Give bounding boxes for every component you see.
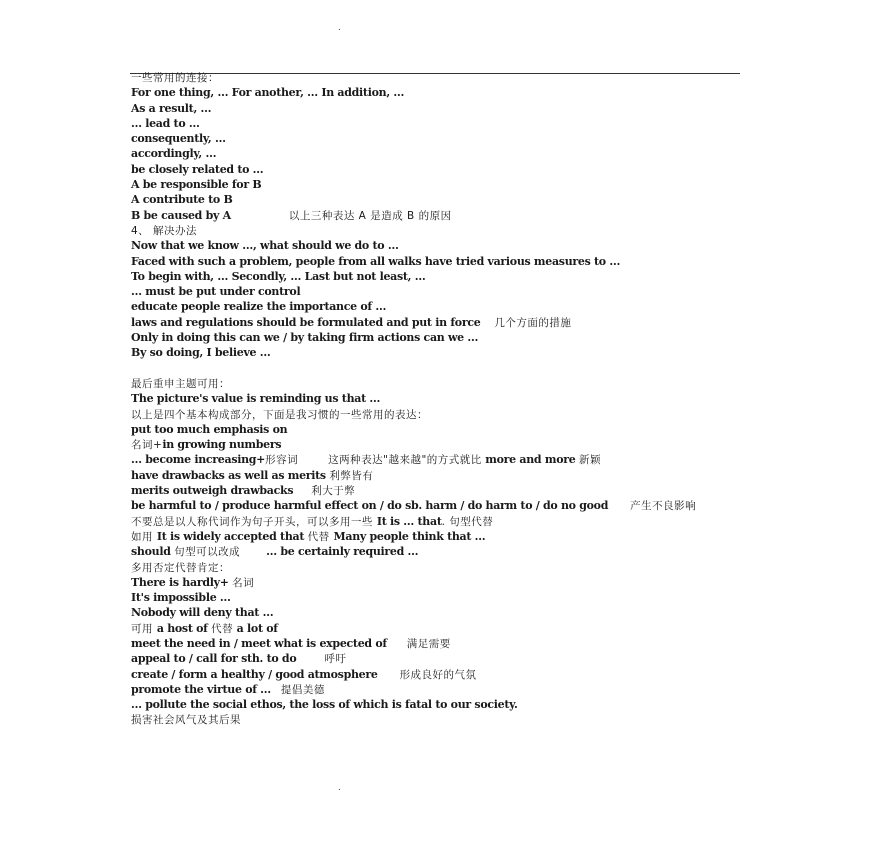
text-line	[131, 422, 751, 437]
text-line	[131, 605, 751, 620]
english-text: For one thing, … For another, … In addition, …	[131, 86, 405, 100]
text-line	[131, 468, 751, 483]
english-text: The picture's value is reminding us that …	[131, 392, 381, 406]
english-text: consequently, …	[131, 132, 226, 146]
english-text: As a result, …	[131, 101, 212, 115]
chinese-text: 形成良好的气氛	[399, 668, 477, 681]
text-line	[131, 299, 751, 314]
document-body	[131, 70, 751, 728]
text-line	[131, 315, 751, 330]
text-line	[131, 483, 751, 498]
english-text: should	[131, 545, 175, 559]
chinese-text: 不要总是以人称代词作为句子开头，可以多用一些	[131, 515, 377, 528]
text-line	[131, 544, 751, 559]
chinese-text: . 句型代替	[441, 515, 494, 528]
english-text: create / form a healthy / good atmosphere	[131, 667, 378, 681]
text-line	[131, 131, 751, 146]
text-line	[131, 529, 751, 544]
chinese-text: 句型可以改成	[174, 546, 241, 559]
text-line	[131, 560, 751, 575]
text-line	[131, 682, 751, 697]
text-line	[131, 376, 751, 391]
english-text: A contribute to B	[131, 193, 233, 207]
chinese-text: 利大于弊	[311, 485, 356, 498]
chinese-text: 名词+	[131, 439, 163, 452]
english-text: Only in doing this can we / by taking firm actions can we …	[131, 331, 479, 345]
text-line	[131, 391, 751, 406]
text-line	[131, 345, 751, 360]
english-text: There is hardly+	[131, 575, 233, 589]
chinese-text: 形容词	[265, 454, 299, 467]
chinese-text: 满足需要	[406, 637, 451, 650]
english-text: a lot of	[233, 621, 278, 635]
english-text: … must be put under control	[131, 285, 301, 299]
english-text: a host of	[156, 621, 212, 635]
chinese-text: 可用	[131, 622, 157, 635]
chinese-text: 多用否定代替肯定：	[131, 561, 230, 574]
english-text: To begin with, … Secondly, … Last but not least, …	[131, 269, 426, 283]
chinese-text: 损害社会风气及其后果	[131, 714, 241, 727]
text-line	[131, 162, 751, 177]
english-text: Many people think that …	[333, 529, 486, 543]
english-text: meet the need in / meet what is expected of	[131, 636, 387, 650]
blank-line	[131, 361, 751, 376]
chinese-text: 代替	[307, 530, 334, 543]
text-line	[131, 452, 751, 467]
text-line	[131, 590, 751, 605]
chinese-text: 以上是四个基本构成部分，下面是我习惯的一些常用的表达：	[131, 408, 428, 421]
text-line	[131, 284, 751, 299]
english-text: … pollute the social ethos, the loss of which is fatal to our society.	[131, 698, 518, 712]
text-line	[131, 269, 751, 284]
text-line	[131, 651, 751, 666]
text-line	[131, 437, 751, 452]
english-text: By so doing, I believe …	[131, 346, 271, 360]
english-text: be harmful to / produce harmful effect on / do sb. harm / do harm to / do no good	[131, 499, 609, 513]
text-line	[131, 101, 751, 116]
english-text: … lead to …	[131, 116, 200, 130]
text-line	[131, 70, 751, 85]
text-line	[131, 621, 751, 636]
english-text: Now that we know …, what should we do to …	[131, 239, 399, 253]
english-text: educate people realize the importance of …	[131, 300, 387, 314]
english-text: more and more	[481, 453, 579, 467]
text-line	[131, 208, 751, 223]
chinese-text: 呼吁	[324, 653, 347, 666]
text-line	[131, 177, 751, 192]
chinese-text: 一些常用的连接：	[131, 72, 219, 84]
text-line	[131, 85, 751, 100]
text-line	[131, 575, 751, 590]
english-text: It is widely accepted that	[156, 529, 308, 543]
text-line	[131, 254, 751, 269]
chinese-text: 如用	[131, 530, 157, 543]
english-text: It is … that	[376, 514, 442, 528]
english-text: have drawbacks as well as merits	[131, 468, 330, 482]
english-text: in growing numbers	[162, 438, 282, 452]
chinese-text: 产生不良影响	[630, 500, 697, 513]
english-text: promote the virtue of …	[131, 682, 271, 696]
chinese-text: 代替	[211, 622, 234, 635]
chinese-text: 这两种表达"越来越"的方式就比	[328, 454, 482, 467]
english-text: accordingly, …	[131, 147, 217, 161]
english-text: be closely related to …	[131, 162, 264, 176]
english-text: Nobody will deny that …	[131, 606, 274, 620]
text-line	[131, 116, 751, 131]
text-line	[131, 498, 751, 513]
chinese-text: 名词	[232, 576, 255, 589]
english-text: A be responsible for B	[131, 178, 262, 192]
chinese-text: 新颖	[578, 454, 601, 467]
text-line	[131, 223, 751, 238]
english-text: put too much emphasis on	[131, 422, 288, 436]
chinese-text: 提倡美德	[280, 683, 325, 696]
english-text: It's impossible …	[131, 591, 231, 605]
english-text: B be caused by A	[131, 208, 231, 222]
english-text: laws and regulations should be formulated and put in force	[131, 315, 481, 329]
text-line	[131, 330, 751, 345]
text-line	[131, 636, 751, 651]
text-line	[131, 697, 751, 712]
text-line	[131, 407, 751, 422]
english-text: … become increasing+	[131, 453, 266, 467]
english-text: Faced with such a problem, people from all walks have tried various measures to …	[131, 254, 621, 268]
english-text: merits outweigh drawbacks	[131, 484, 294, 498]
text-line	[131, 192, 751, 207]
text-line	[131, 146, 751, 161]
text-line	[131, 514, 751, 529]
english-text: appeal to / call for sth. to do	[131, 652, 297, 666]
chinese-text: 利弊皆有	[329, 469, 374, 482]
english-text: … be certainly required …	[266, 545, 419, 559]
page-bottom-mark: .	[338, 783, 341, 793]
text-line	[131, 238, 751, 253]
chinese-text: 4、 解决办法	[131, 224, 198, 237]
chinese-text: 以上三种表达 A 是造成 B 的原因	[288, 209, 452, 222]
text-line	[131, 712, 751, 727]
chinese-text: 几个方面的措施	[494, 316, 572, 329]
text-line	[131, 667, 751, 682]
page-top-mark: .	[338, 23, 341, 33]
chinese-text: 最后重申主题可用：	[131, 377, 230, 390]
